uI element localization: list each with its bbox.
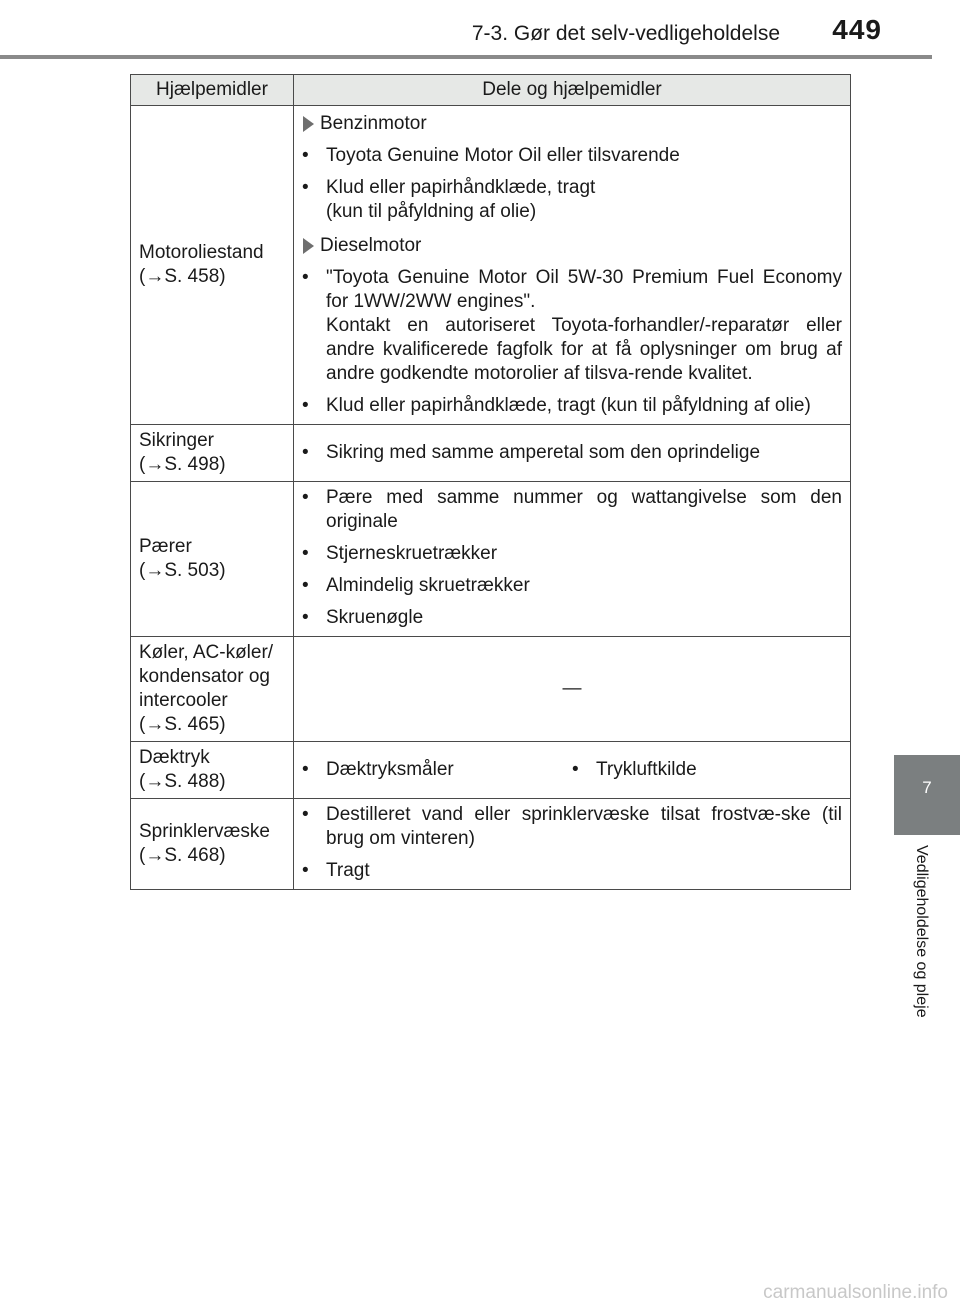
row-content-cell bbox=[294, 106, 851, 425]
chapter-label: Vedligeholdelse og pleje bbox=[913, 845, 930, 1018]
list-item-text: Toyota Genuine Motor Oil eller tilsvarende bbox=[326, 145, 680, 166]
bullet-icon: • bbox=[302, 487, 309, 508]
list-item-text: Dæktryksmåler bbox=[326, 759, 454, 780]
page-number: 449 bbox=[832, 14, 882, 45]
row-label: Motoroliestand bbox=[139, 242, 264, 263]
row-label: kondensator og bbox=[139, 666, 270, 687]
bullet-icon: • bbox=[572, 759, 579, 780]
header-rule bbox=[0, 55, 932, 59]
row-content-cell bbox=[294, 425, 851, 482]
row-label-cell bbox=[131, 799, 294, 890]
bullet-icon: • bbox=[302, 607, 309, 628]
list-item bbox=[302, 266, 842, 386]
page-reference: (→S. 488) bbox=[139, 771, 226, 792]
chapter-number: 7 bbox=[922, 778, 932, 797]
row-label: Sikringer bbox=[139, 430, 214, 451]
engine-heading-text: Benzinmotor bbox=[320, 113, 427, 134]
list-item-text: Destilleret vand eller sprinklervæske tilsat frostvæ-ske (til brug om vinteren) bbox=[326, 804, 842, 849]
triangle-marker-icon bbox=[303, 238, 314, 254]
bullet-icon: • bbox=[302, 395, 309, 416]
table-row bbox=[131, 482, 851, 637]
list-item bbox=[302, 176, 842, 224]
header-parts: Dele og hjælpemidler bbox=[294, 75, 851, 106]
list-item bbox=[302, 394, 842, 418]
row-content-cell bbox=[294, 799, 851, 890]
page-reference: (→S. 498) bbox=[139, 454, 226, 475]
triangle-marker-icon bbox=[303, 116, 314, 132]
list-item-text: Klud eller papirhåndklæde, tragt (kun til påfyldning af olie) bbox=[326, 395, 811, 416]
list-item-text: Trykluftkilde bbox=[596, 759, 697, 780]
row-label-cell bbox=[131, 637, 294, 742]
engine-heading bbox=[302, 234, 842, 258]
table-row bbox=[131, 799, 851, 890]
list-item-text: Tragt bbox=[326, 860, 370, 881]
bullet-icon: • bbox=[302, 442, 309, 463]
list-item-text: Stjerneskruetrækker bbox=[326, 543, 498, 564]
table-row bbox=[131, 425, 851, 482]
bullet-icon: • bbox=[302, 543, 309, 564]
row-label-cell bbox=[131, 106, 294, 425]
bullet-icon: • bbox=[302, 145, 309, 166]
watermark: carmanualsonline.info bbox=[763, 1282, 948, 1303]
bullet-icon: • bbox=[302, 759, 309, 780]
row-label-cell bbox=[131, 742, 294, 799]
list-item-text: Sikring med samme amperetal som den oprindelige bbox=[326, 442, 761, 463]
table-row bbox=[131, 637, 851, 742]
page-reference: (→S. 468) bbox=[139, 845, 226, 866]
list-item-text: "Toyota Genuine Motor Oil 5W-30 Premium Fuel Economy for 1WW/2WW engines". Kontakt en autoriseret Toyota-forhandler/-reparatør eller andre kvalificerede fagfolk for at få oplysninger om brug af andre godkendte motorolier af tilsva-rende kvalitet. bbox=[326, 267, 842, 384]
list-item bbox=[302, 803, 842, 851]
table-row bbox=[131, 742, 851, 799]
row-label-cell bbox=[131, 482, 294, 637]
bullet-icon: • bbox=[302, 804, 309, 825]
bullet-icon: • bbox=[302, 860, 309, 881]
list-item-text: Klud eller papirhåndklæde, tragt (kun til påfyldning af olie) bbox=[326, 177, 596, 222]
two-column-list bbox=[302, 758, 842, 782]
row-label-cell bbox=[131, 425, 294, 482]
chapter-tab bbox=[894, 755, 960, 835]
list-item bbox=[302, 606, 842, 630]
row-label: intercooler bbox=[139, 690, 228, 711]
list-item bbox=[302, 859, 842, 883]
list-item-text: Skruenøgle bbox=[326, 607, 424, 628]
list-item bbox=[302, 542, 842, 566]
list-item bbox=[302, 486, 842, 534]
page-reference: (→S. 465) bbox=[139, 714, 226, 735]
row-content-cell bbox=[294, 742, 851, 799]
page-header bbox=[0, 0, 960, 60]
list-item-text: Almindelig skruetrækker bbox=[326, 575, 530, 596]
bullet-icon: • bbox=[302, 267, 309, 288]
section-title: 7-3. Gør det selv-vedligeholdelse bbox=[471, 22, 780, 45]
page-reference: (→S. 458) bbox=[139, 266, 226, 287]
row-label: Pærer bbox=[139, 536, 192, 557]
list-item bbox=[302, 441, 842, 465]
table-header-row bbox=[131, 75, 851, 106]
row-label: Sprinklervæske bbox=[139, 821, 270, 842]
engine-heading-text: Dieselmotor bbox=[320, 235, 422, 256]
bullet-icon: • bbox=[302, 575, 309, 596]
row-label: Dæktryk bbox=[139, 747, 210, 768]
tools-table bbox=[130, 74, 851, 890]
header-tools: Hjælpemidler bbox=[131, 75, 294, 106]
empty-dash: — bbox=[562, 678, 582, 699]
bullet-icon: • bbox=[302, 177, 309, 198]
list-item bbox=[302, 144, 842, 168]
engine-heading bbox=[302, 112, 842, 136]
list-item bbox=[302, 574, 842, 598]
row-content-cell bbox=[294, 482, 851, 637]
row-label: Køler, AC-køler/ bbox=[139, 642, 274, 663]
list-item bbox=[572, 758, 842, 782]
row-content-cell bbox=[294, 637, 851, 742]
list-item-text: Pære med samme nummer og wattangivelse som den originale bbox=[326, 487, 842, 532]
page-reference: (→S. 503) bbox=[139, 560, 226, 581]
list-item bbox=[302, 758, 572, 782]
table-row bbox=[131, 106, 851, 425]
